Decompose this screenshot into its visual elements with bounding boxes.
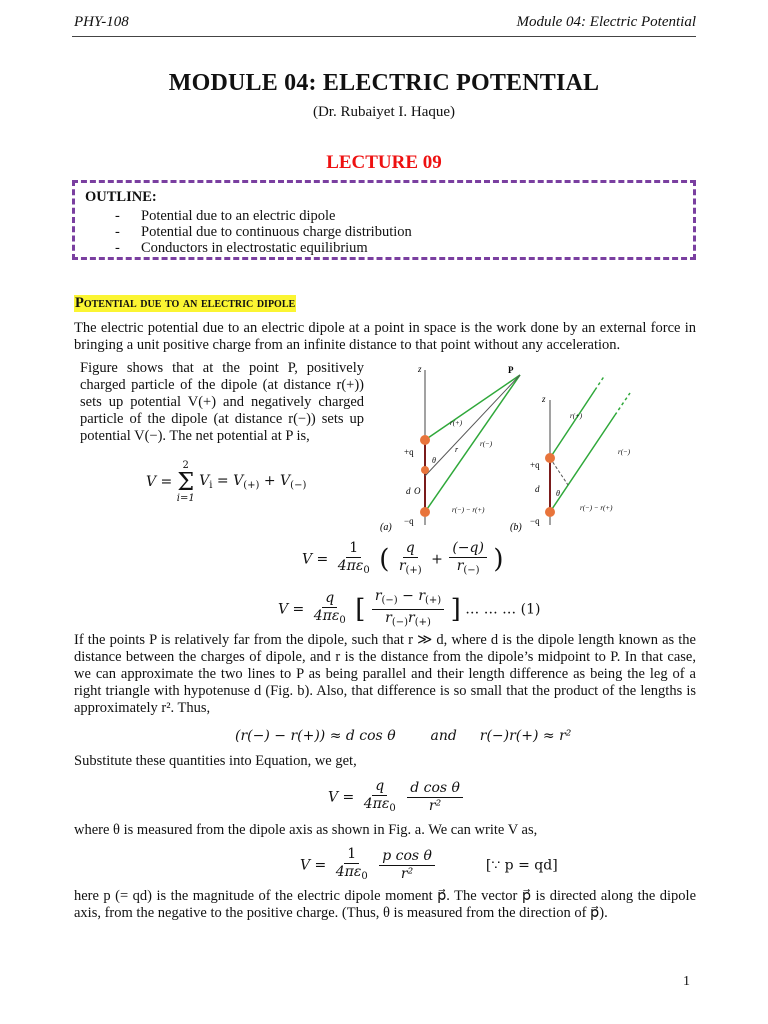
sum-upper-limit: 2 (182, 460, 189, 471)
outline-list (85, 208, 683, 256)
minus-q-label-a: −q (404, 516, 414, 526)
positive-charge-b (545, 453, 555, 463)
page-title: MODULE 04: ELECTRIC POTENTIAL (168, 70, 600, 96)
z-axis-label-b: z (542, 394, 546, 404)
plus-q-label-b: +q (530, 460, 540, 470)
header-divider (72, 36, 696, 37)
positive-charge-a (420, 435, 430, 445)
theta-label-b: θ (556, 489, 560, 498)
approx-left: (r(−) − r(+)) ≈ d cos θ (235, 728, 396, 744)
d-label-b: d (535, 484, 540, 494)
potential-equation-sum: V = $\frac{1}{4\pi\varepsilon_0}$ ( $\frac{q}{r_{(+)}}$ + $\frac{(-q)}{r_{(-)}}$ ) (302, 540, 504, 576)
approx-right: r(−)r(+) ≈ r² (479, 728, 572, 744)
r-diff-label-a: r(−) − r(+) (452, 506, 485, 514)
sum-lower-limit: i=1 (176, 493, 195, 504)
far-field-paragraph: If the points P is relatively far from the dipole, such that r ≫ d, where d is the dipole length known as the distance between the charges of dipole, and r is the distance from the dipole’s midpoint to P. In that case, we can approximate the two lines to P as being parallel and their length difference as being the leg of a right triangle with hypotenuse d (Fig. b). Also, that difference is so small that the product of the lengths is approximately r². Thus, (74, 632, 696, 716)
approx-and: and (430, 728, 457, 744)
figure-label-b: (b) (510, 522, 522, 533)
point-p-label: P (508, 365, 514, 375)
potential-equation-moment: V = $\frac{1}{4\pi\varepsilon_0}$ $\frac{\text{p cos θ}}{\text{r²}}$ [∵ p = qd] (300, 846, 558, 882)
theta-definition-paragraph: where θ is measured from the dipole axis as shown in Fig. a. We can write V as, (74, 822, 538, 838)
outline-box (72, 180, 696, 260)
z-axis-label: z (418, 364, 422, 374)
angle-marker-a (421, 466, 429, 474)
equation-number: … … … (1) (465, 601, 541, 618)
page-number: 1 (683, 974, 690, 989)
r-plus-label-a: r(+) (450, 419, 463, 427)
figure-b (510, 375, 631, 533)
figure-text-paragraph: Figure shows that at the point P, positively charged particle of the dipole (at distance r(+)) sets up potential V(+) and negatively charged particle of the dipole (at distance r(−)) sets up potential V(−). The net potential at P is, (80, 360, 364, 444)
minus-q-label-b: −q (530, 516, 540, 526)
theta-label-a: θ (432, 456, 436, 465)
d-label-a: d (406, 486, 411, 496)
author: (Dr. Rubaiyet I. Haque) (312, 104, 456, 120)
intro-paragraph: The electric potential due to an electric dipole at a point in space is the work done by an external force in bringing a unit positive charge from an infinite distance to that point without any acceleration. (74, 320, 696, 353)
plus-q-label-a: +q (404, 447, 414, 457)
dipole-figure (380, 360, 710, 540)
figure-a (380, 364, 520, 533)
sum-equation: V = 2 Σ i=1 $V_i = V_{(+)} + V_{(-)}$ (146, 460, 307, 504)
outline-heading: OUTLINE: (85, 189, 157, 205)
outline-item: - Potential due to an electric dipole (115, 208, 336, 224)
potential-equation-1: V = $\frac{q}{4\pi\varepsilon_0}$ [ $\frac{r_{(-)} - r_{(+)}}{r_{(-)}r_{(+)}}$ ] … … … (1) (278, 588, 541, 628)
outline-item: - Potential due to continuous charge distribution (115, 224, 412, 240)
substitute-paragraph: Substitute these quantities into Equation, we get, (74, 753, 357, 769)
potential-equation-cos: V = $\frac{q}{4\pi\varepsilon_0}$ $\frac{\text{d cos θ}}{\text{r²}}$ (328, 778, 465, 817)
because-note: [∵ p = qd] (485, 857, 558, 874)
figure-label-a: (a) (380, 522, 392, 533)
r-minus-label-b: r(−) (618, 448, 631, 456)
lecture-title: LECTURE 09 (326, 152, 442, 173)
r-label: r (455, 445, 459, 454)
section-heading: Potential due to an electric dipole (75, 295, 296, 311)
header-module: Module 04: Electric Potential (516, 14, 696, 30)
outline-item: - Conductors in electrostatic equilibrium (115, 240, 368, 256)
r-diff-label-b: r(−) − r(+) (580, 504, 613, 512)
approximation-equation (235, 728, 571, 744)
r-plus-label-b: r(+) (570, 412, 583, 420)
header-course: PHY-108 (74, 14, 129, 30)
negative-charge-a (420, 507, 430, 517)
r-minus-label-a: r(−) (480, 440, 493, 448)
negative-charge-b (545, 507, 555, 517)
dipole-moment-paragraph: here p (= qd) is the magnitude of the electric dipole moment p⃗. The vector p⃗ is directed along the dipole axis, from the negative to the positive charge. (Thus, θ is measured from the direction of p⃗). (74, 888, 696, 921)
origin-label: O (414, 486, 421, 496)
